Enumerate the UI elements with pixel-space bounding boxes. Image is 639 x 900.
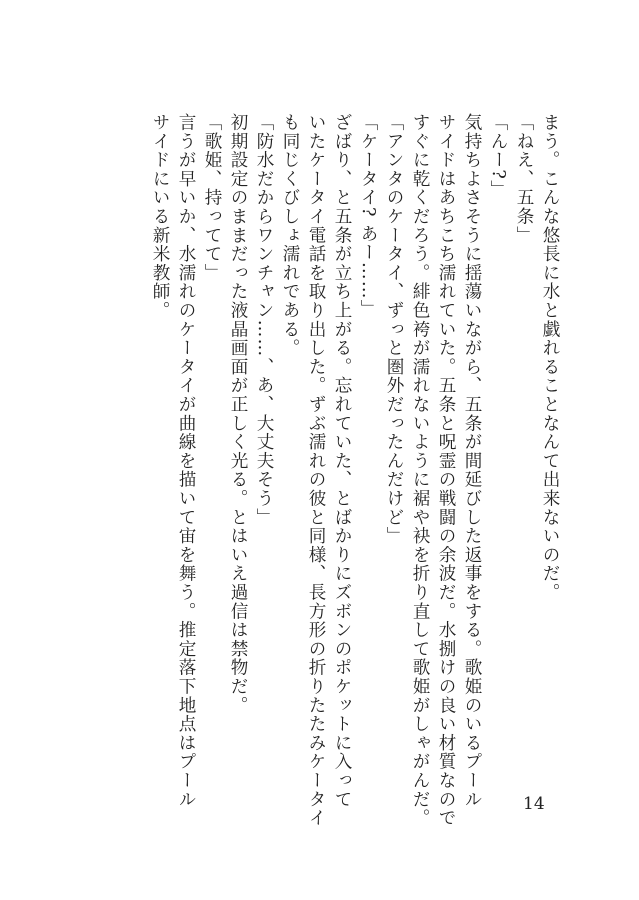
page-number: 14 [523,794,545,814]
text-line: いたケータイ電話を取り出した。ずぶ濡れの彼と同様、長方形の折りたたみケータイ [306,113,326,828]
text-line: すぐに乾くだろう。緋色袴が濡れないように裾や袂を折り直して歌姫がしゃがんだ。 [410,113,430,828]
text-line: 気持ちよさそうに揺蕩いながら、五条が間延びした返事をする。歌姫のいるプール [462,113,482,809]
text-line: 「歌姫、持ってて」 [202,113,222,283]
text-line: サイドはあちこち濡れていた。五条と呪霊の戦闘の余波だ。水捌けの良い材質なので [436,113,456,828]
text-line: 「ケータイ? あー……」 [358,113,378,319]
text-line: まう。こんな悠長に水と戯れることなんて出来ないのだ。 [540,113,560,602]
text-line: も同じくびしょ濡れである。 [280,113,300,358]
text-line: 初期設定のままだった液晶画面が正しく光る。とはいえ過信は禁物だ。 [228,113,248,715]
text-line: 「んー?」 [488,113,508,199]
text-line: 「ねえ、五条」 [514,113,534,245]
text-line: ざばり、と五条が立ち上がる。忘れていた、とばかりにズボンのポケットに入って [332,113,352,809]
text-line: サイドにいる新米教師。 [150,113,170,320]
text-line: 言うが早いか、水濡れのケータイが曲線を描いて宙を舞う。推定落下地点はプール [176,113,196,809]
text-line: 「アンタのケータイ、ずっと圏外だったんだけど」 [384,113,404,546]
text-line: 「防水だからワンチャン……、あ、大丈夫そう」 [254,113,274,527]
